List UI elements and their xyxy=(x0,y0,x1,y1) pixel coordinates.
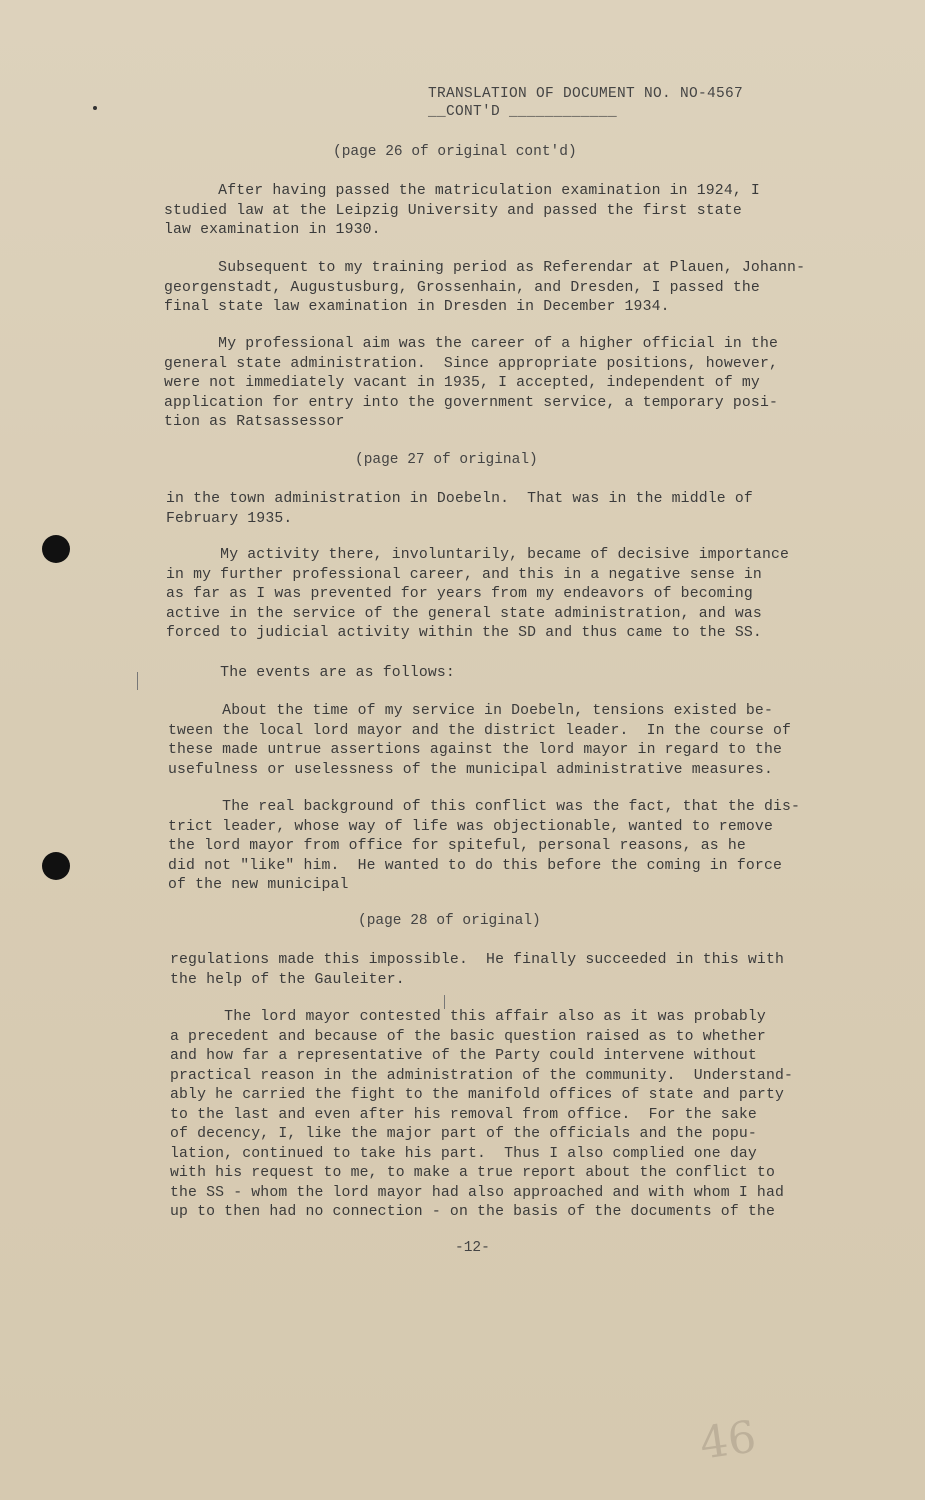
page-number: -12- xyxy=(455,1240,490,1256)
handwritten-page-note: 46 xyxy=(696,1411,760,1470)
header-continued: __CONT'D ____________ xyxy=(428,104,618,120)
page-reference: (page 28 of original) xyxy=(358,913,541,929)
speck xyxy=(93,106,97,110)
paragraph: The events are as follows: xyxy=(166,665,455,681)
paragraph: in the town administration in Doebeln. That was in the middle of February 1935. xyxy=(166,491,753,527)
page-reference: (page 27 of original) xyxy=(355,452,538,468)
paragraph: About the time of my service in Doebeln, tensions existed be- tween the local lord mayor and the district leader. In the course of these made untrue assertions against the lord mayor in regard to the usefulness or uselessness of the municipal administrative measures. xyxy=(168,703,792,778)
paragraph: My activity there, involuntarily, became of decisive importance in my further professional career, and this in a negative sense in as far as I was prevented for years from my endeavors of becoming active in the service of the general state administration, and was forced to judicial activity within the SD and thus came to the SS. xyxy=(166,547,790,641)
margin-tick xyxy=(444,995,445,1009)
document-header xyxy=(428,86,788,120)
paragraph: After having passed the matriculation examination in 1924, I studied law at the Leipzig University and passed the first state law examination in 1930. xyxy=(164,183,760,238)
punch-hole-bottom xyxy=(42,852,70,880)
margin-tick xyxy=(137,672,138,690)
paragraph: Subsequent to my training period as Referendar at Plauen, Johann- georgenstadt, Augustusburg, Grossenhain, and Dresden, I passed the final state law examination in Dresden in December 1934. xyxy=(164,260,806,315)
paragraph: The lord mayor contested this affair also as it was probably a precedent and because of the basic question raised as to whether and how far a representative of the Party could intervene without practical reason in the administration of the community. Understand- ably he carried the fight to the manifold offices of state and party to the last and even after his removal from office. For the sake of decency, I, like the major part of the officials and the popu- lation, continued to take his part. Thus I also complied one day with his request to me, to make a true report about the conflict to the SS - whom the lord mayor had also approached and with whom I had up to then had no connection - on the basis of the documents of the xyxy=(170,1009,794,1220)
paragraph: regulations made this impossible. He finally succeeded in this with the help of the Gauleiter. xyxy=(170,952,785,988)
punch-hole-top xyxy=(42,535,70,563)
page-reference: (page 26 of original cont'd) xyxy=(333,144,577,160)
paragraph: My professional aim was the career of a higher official in the general state administration. Since appropriate positions, however, were not immediately vacant in 1935, I accepted, independent of my application for entry into the government service, a temporary posi- tion as Ratsassessor xyxy=(164,336,779,430)
header-title: TRANSLATION OF DOCUMENT NO. NO-4567 xyxy=(428,86,744,102)
paragraph: The real background of this conflict was the fact, that the dis- trict leader, whose way of life was objectionable, wanted to remove the lord mayor from office for spiteful, personal reasons, as he did not "like" him. He wanted to do this before the coming in force of the new municipal xyxy=(168,799,801,893)
